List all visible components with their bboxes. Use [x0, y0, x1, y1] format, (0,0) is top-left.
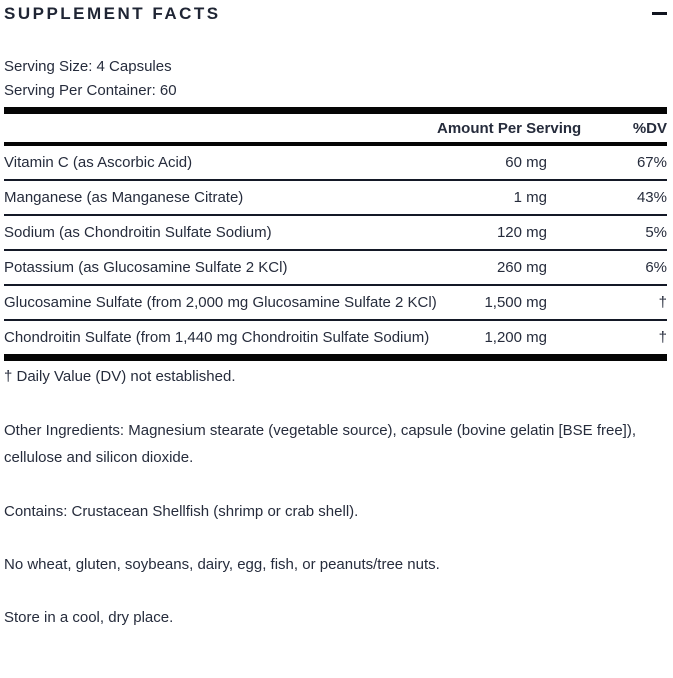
collapse-minus-icon[interactable]	[652, 12, 667, 15]
nutrient-label: Manganese (as Manganese Citrate)	[4, 189, 244, 206]
amount-per-serving-header: Amount Per Serving	[437, 119, 582, 137]
contains-allergen-text: Contains: Crustacean Shellfish (shrimp or crab shell).	[4, 503, 359, 520]
allergen-free-text: No wheat, gluten, soybeans, dairy, egg, fish, or peanuts/tree nuts.	[4, 556, 440, 573]
serving-size: Serving Size: 4 Capsules	[4, 58, 172, 75]
nutrient-dv: †	[658, 294, 667, 311]
table-row	[4, 146, 667, 181]
storage-instructions-text: Store in a cool, dry place.	[4, 609, 174, 626]
nutrient-label: Sodium (as Chondroitin Sulfate Sodium)	[4, 224, 272, 241]
page-title: SUPPLEMENT FACTS	[4, 4, 221, 23]
nutrient-label: Glucosamine Sulfate (from 2,000 mg Glucosamine Sulfate 2 KCl)	[4, 294, 437, 311]
table-body	[4, 146, 667, 354]
table-row	[4, 286, 667, 321]
table-row	[4, 321, 667, 354]
nutrient-dv: 6%	[645, 259, 667, 276]
nutrient-dv: †	[658, 329, 667, 346]
serving-info	[4, 55, 667, 103]
nutrient-amount: 260 mg	[496, 259, 547, 276]
table-row	[4, 251, 667, 286]
nutrient-dv: 5%	[645, 224, 667, 241]
other-ingredients-text: Other Ingredients: Magnesium stearate (vegetable source), capsule (bovine gelatin [BSE free]), cellulose and silicon dioxide.	[4, 422, 636, 466]
nutrient-amount: 60 mg	[505, 154, 547, 171]
table-row	[4, 181, 667, 216]
percent-dv-header: %DV	[632, 119, 667, 137]
divider-thick-top	[4, 107, 667, 114]
facts-table	[4, 114, 667, 354]
nutrient-dv: 43%	[636, 189, 667, 206]
nutrient-dv: 67%	[636, 154, 667, 171]
accordion-header	[4, 4, 667, 24]
dv-footnote: † Daily Value (DV) not established.	[4, 368, 236, 385]
nutrient-amount: 1,500 mg	[484, 294, 547, 311]
nutrient-amount: 120 mg	[496, 224, 547, 241]
nutrient-label: Vitamin C (as Ascorbic Acid)	[4, 154, 193, 171]
nutrient-label: Chondroitin Sulfate (from 1,440 mg Chondroitin Sulfate Sodium)	[4, 329, 430, 346]
nutrient-label: Potassium (as Glucosamine Sulfate 2 KCl)	[4, 259, 288, 276]
table-row	[4, 216, 667, 251]
divider-thick-bottom	[4, 354, 667, 361]
table-header-row	[4, 114, 667, 146]
servings-per-container: Serving Per Container: 60	[4, 82, 177, 99]
nutrient-amount: 1 mg	[513, 189, 547, 206]
nutrient-amount: 1,200 mg	[484, 329, 547, 346]
